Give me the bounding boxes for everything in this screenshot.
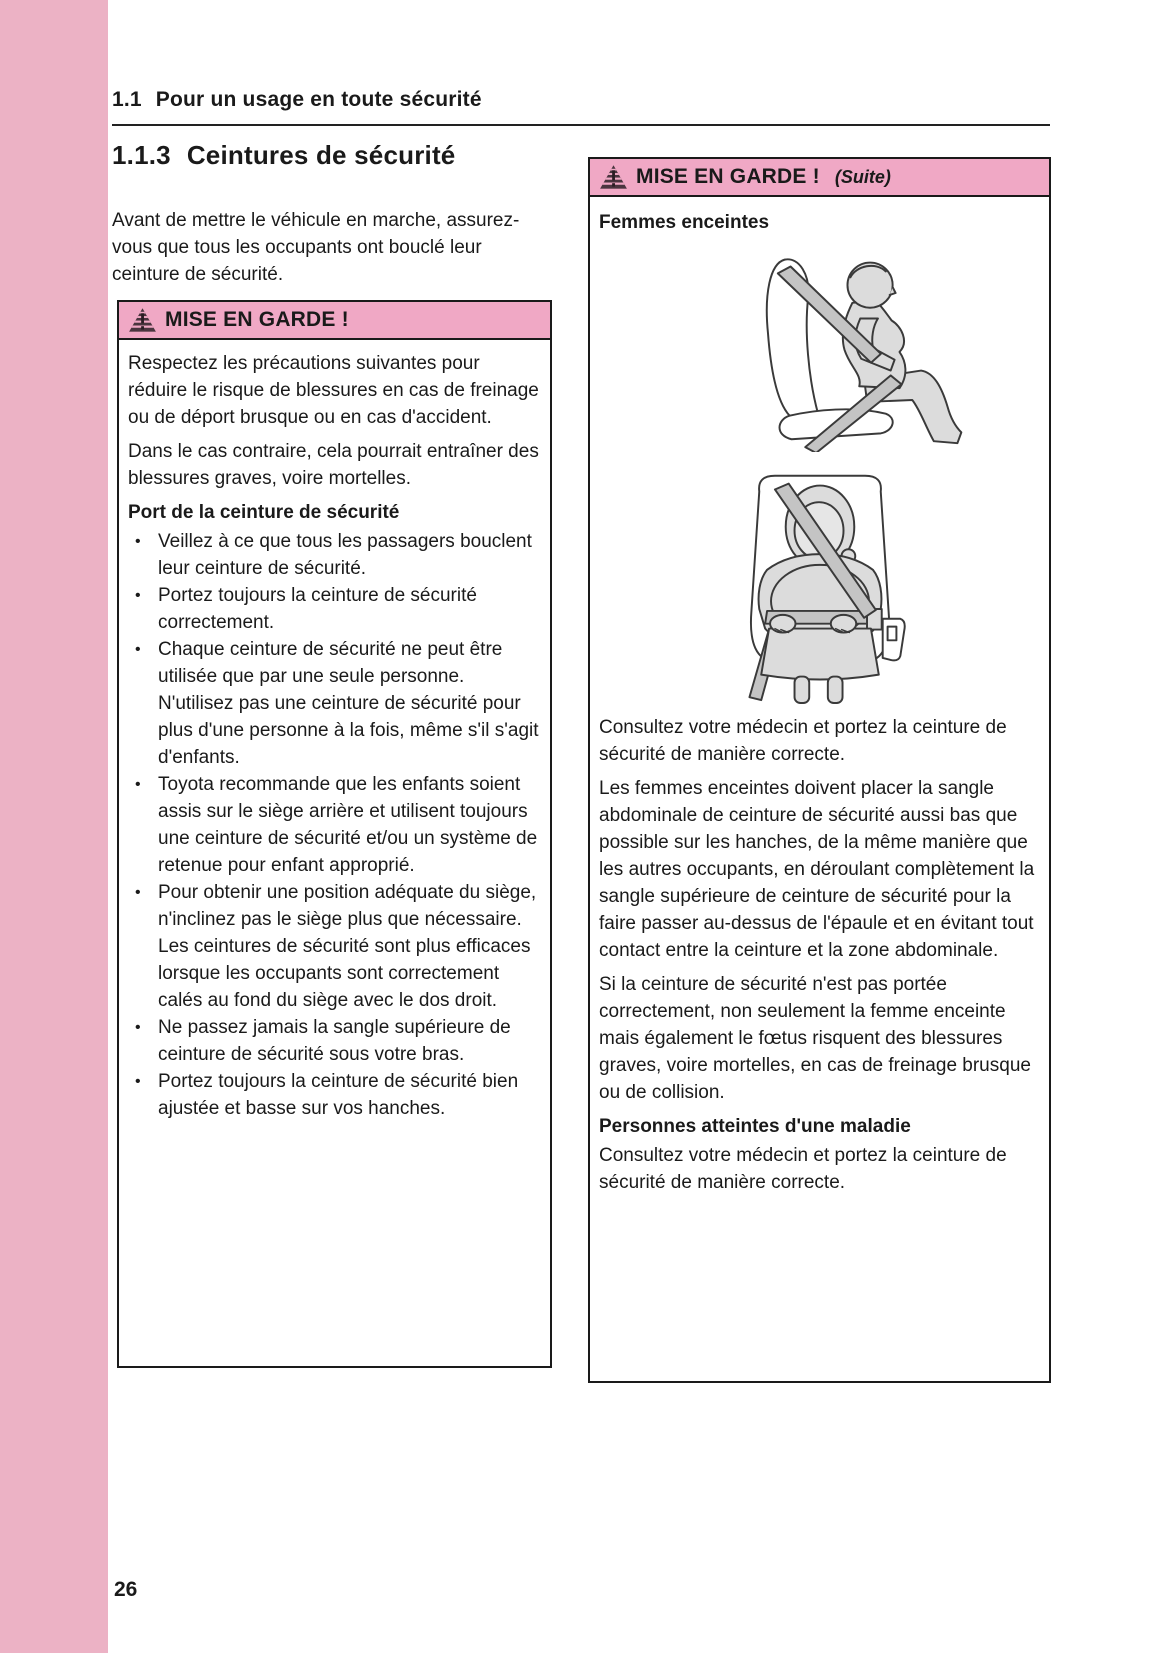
page-number: 26 xyxy=(114,1578,138,1601)
illustration-side-view-wrapper xyxy=(599,240,1040,460)
warning-triangle-icon xyxy=(600,165,627,189)
section-title xyxy=(112,140,552,171)
warning-paragraph: Consultez votre médecin et portez la ceinture de sécurité de manière correcte. xyxy=(599,1145,1007,1193)
section-title-text: Ceintures de sécurité xyxy=(186,140,456,170)
warning-body xyxy=(590,197,1049,1206)
page-edge-accent-band xyxy=(0,0,108,1653)
warning-paragraph: Les femmes enceintes doivent placer la sangle abdominale de ceinture de sécurité aussi bas que possible sur les hanches, de la même manière que les autres occupants, en déroulant complètement la sangle supérieure de ceinture de sécurité pour la faire passer au-dessus de l'épaule et en évitant tout contact entre la ceinture et la zone abdominale. xyxy=(599,778,1035,961)
warning-suite-label: (Suite) xyxy=(834,166,891,187)
bullet-item: • Chaque ceinture de sécurité ne peut être utilisée que par une seule personne. N'utilisez pas une ceinture de sécurité pour plus d'une personne à la fois, même s'il s'agit d'enfants. xyxy=(128,636,541,771)
warning-triangle-icon xyxy=(129,308,156,332)
warning-title: MISE EN GARDE ! xyxy=(636,165,820,188)
bullet-item: • Veillez à ce que tous les passagers bouclent leur ceinture de sécurité. xyxy=(128,528,541,582)
bullet-item: • Portez toujours la ceinture de sécurité correctement. xyxy=(128,582,541,636)
warning-body xyxy=(119,340,550,1132)
section-number: 1.1.3 xyxy=(112,140,171,170)
intro-paragraph: Avant de mettre le véhicule en marche, assurez-vous que tous les occupants ont bouclé leur ceinture de sécurité. xyxy=(112,210,520,285)
chapter-header xyxy=(112,88,1050,126)
chapter-number: 1.1 xyxy=(112,88,142,111)
bullet-item: • Ne passez jamais la sangle supérieure de ceinture de sécurité sous votre bras. xyxy=(128,1014,541,1068)
warning-paragraph: Dans le cas contraire, cela pourrait entraîner des blessures graves, voire mortelles. xyxy=(128,441,539,489)
warning-subheading: Port de la ceinture de sécurité xyxy=(128,502,400,523)
warning-title: MISE EN GARDE ! xyxy=(165,308,349,331)
warning-box-left xyxy=(117,300,552,1368)
illness-subheading: Personnes atteintes d'une maladie xyxy=(599,1116,911,1137)
warning-bullet-list xyxy=(128,528,541,1122)
warning-paragraph: Si la ceinture de sécurité n'est pas portée correctement, non seulement la femme enceinte mais également le fœtus risquent des blessures graves, voire mortelles, en cas de freinage brusque ou de collision. xyxy=(599,974,1031,1103)
warning-header xyxy=(119,302,550,340)
bullet-item: • Pour obtenir une position adéquate du siège, n'inclinez pas le siège plus que nécessaire. Les ceintures de sécurité sont plus efficaces lorsque les occupants sont correctement calés au fond du siège avec le dos droit. xyxy=(128,879,541,1014)
illustration-front-view-wrapper xyxy=(599,464,1040,712)
pregnant-women-subheading: Femmes enceintes xyxy=(599,212,770,233)
bullet-item: • Portez toujours la ceinture de sécurité bien ajustée et basse sur vos hanches. xyxy=(128,1068,541,1122)
warning-paragraph: Respectez les précautions suivantes pour réduire le risque de blessures en cas de freinage ou de déport brusque ou en cas d'accident. xyxy=(128,353,539,428)
pregnant-woman-front-seatbelt-illustration xyxy=(672,464,968,704)
chapter-title: Pour un usage en toute sécurité xyxy=(155,88,482,111)
warning-header xyxy=(590,159,1049,197)
pregnant-woman-side-seatbelt-illustration xyxy=(667,240,973,452)
warning-paragraph: Consultez votre médecin et portez la ceinture de sécurité de manière correcte. xyxy=(599,717,1007,765)
warning-box-right xyxy=(588,157,1051,1383)
bullet-item: • Toyota recommande que les enfants soient assis sur le siège arrière et utilisent toujours une ceinture de sécurité et/ou un système de retenue pour enfant approprié. xyxy=(128,771,541,879)
